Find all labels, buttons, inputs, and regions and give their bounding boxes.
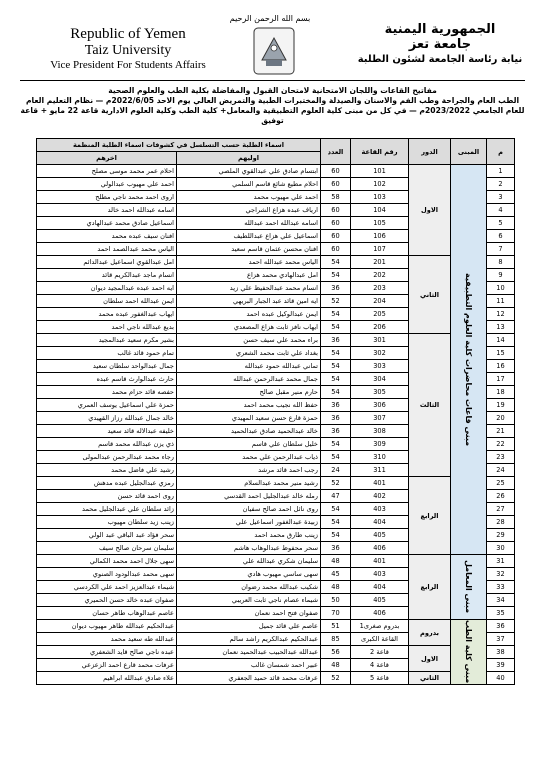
row-number: 8 [487,256,515,269]
header-english [28,26,228,72]
student-count: 54 [321,373,351,386]
student-count: 54 [321,438,351,451]
first-student-name: سحر محفوظ عبدالوهاب هاشم [177,542,321,555]
hall-number: 105 [351,217,409,230]
header-divider [20,80,525,81]
row-number: 31 [487,555,515,568]
first-student-name: سهى ساسي مهيوب هادي [177,568,321,581]
first-student-name: ايه امين قائد عبد الجبار البريهي [177,295,321,308]
last-student-name: بديع عبدالله ناجي احمد [37,321,177,334]
row-number: 34 [487,594,515,607]
hall-number: 304 [351,373,409,386]
title-line: للعام الجامعي 2023/2022م — في كل من مبنى كلية العلوم التطبيقية والمعامل+ كلية الطب وكلية العلوم الادارية قاعة 22 مايو + قاعة توفيق [20,106,525,125]
last-student-name: خليفه عبدالاله قائد سعيد [37,425,177,438]
last-student-name: جمال عبدالواحد سلطان سعيد [37,360,177,373]
hall-number: قاعة 2 [351,646,409,659]
student-count: 36 [321,542,351,555]
first-student-name: تماني عبدالله حمود عبدالله [177,360,321,373]
col-names-group: اسماء الطلبة حسب التسلسل في كشوفات اسماء الطلبة المنظمة [37,139,321,152]
row-number: 30 [487,542,515,555]
last-student-name: الياس محمد عبدالصمد احمد [37,243,177,256]
last-student-name: علاء صادق عبدالله ابراهيم [37,672,177,685]
first-student-name: احلام مطيع شائع قاسم السلمي [177,178,321,191]
table-row [37,672,515,685]
first-student-name: عبدالحكيم عبدالكريم راشد سالم [177,633,321,646]
floor-cell: الثالث [409,334,451,477]
university-name: Taiz University [84,43,172,58]
first-student-name: اسماعيل علي هزاع عبداللطيف [177,230,321,243]
last-student-name: سهى جلال احمد محمد الكمالي [37,555,177,568]
hall-number: 311 [351,464,409,477]
row-number: 1 [487,165,515,178]
hall-number: 104 [351,204,409,217]
hall-number: 305 [351,386,409,399]
first-student-name: رجب احمد قائد مرشد [177,464,321,477]
floor-cell: الثاني [409,672,451,685]
last-student-name: شيماء عبدالعزيز احمد علي الكردسي [37,581,177,594]
row-number: 13 [487,321,515,334]
student-count: 60 [321,178,351,191]
row-number: 36 [487,620,515,633]
building-cell: مبنى كلية الطب [451,620,487,685]
table-row [37,334,515,347]
row-number: 24 [487,464,515,477]
row-number: 6 [487,230,515,243]
row-number: 22 [487,438,515,451]
row-number: 33 [487,581,515,594]
row-number: 2 [487,178,515,191]
last-student-name: صفوان عبده خالد حسن الحميري [37,594,177,607]
hall-number: 301 [351,334,409,347]
last-student-name: امل عبدالقوي اسماعيل عبدالدائم [37,256,177,269]
hall-number: 303 [351,360,409,373]
first-student-name: رشيد منير محمد عبدالسلام [177,477,321,490]
student-count: 60 [321,217,351,230]
student-count: 52 [321,295,351,308]
last-student-name: تمام حمود قائد غالب [37,347,177,360]
first-student-name: رمله خالد عبدالجليل احمد القدسي [177,490,321,503]
row-number: 37 [487,633,515,646]
table-row [37,165,515,178]
last-student-name: حمزة علي اسماعيل يوسف العمري [37,399,177,412]
row-number: 12 [487,308,515,321]
first-student-name: شيماء عصام ناجي ثابت العريبي [177,594,321,607]
last-student-name: سحر فؤاد عبد الباقي عبد الولي [37,529,177,542]
row-number: 38 [487,646,515,659]
building-cell: مبنى قاعات محاضرات كلية العلوم التطبيقية [451,165,487,555]
student-count: 36 [321,425,351,438]
row-number: 14 [487,334,515,347]
first-student-name: الياس محمد عبدالله احمد [177,256,321,269]
hall-number: 106 [351,230,409,243]
country-name: Republic of Yemen [70,26,186,42]
student-count: 56 [321,646,351,659]
floor-cell: بدروم [409,620,451,646]
title-line: مفاتيح القاعات واللجان الامتحانية لامتحان القبول والمفاضلة بكلية الطب والعلوم الصحية [108,86,437,95]
row-number: 5 [487,217,515,230]
hall-number: 103 [351,191,409,204]
first-student-name: براء محمد علي سيف حسن [177,334,321,347]
first-student-name: جمال محمد عبدالرحمن عبدالله [177,373,321,386]
hall-number: القاعة الكبرى [351,633,409,646]
first-student-name: عبير احمد شمسان غالب [177,659,321,672]
last-student-name: روى احمد قائد حسن [37,490,177,503]
student-count: 52 [321,672,351,685]
student-count: 51 [321,620,351,633]
last-student-name: حفصه قائد حزام محمد [37,386,177,399]
first-student-name: حفظ الله نجيب محمد احمد [177,399,321,412]
floor-cell: الرابع [409,555,451,620]
hall-number: 401 [351,555,409,568]
first-student-name: زبيدة عبدالغفور اسماعيل علي [177,516,321,529]
last-student-name: عرفات محمد قارع احمد الزعزعي [37,659,177,672]
first-student-name: حارم منير مقبل صالح [177,386,321,399]
row-number: 16 [487,360,515,373]
row-number: 23 [487,451,515,464]
floor-cell: الاول [409,165,451,256]
student-count: 36 [321,412,351,425]
floor-cell: الاول [409,646,451,672]
row-number: 7 [487,243,515,256]
last-student-name: عبدالحكيم عبدالله طاهر مهيوب ديوان [37,620,177,633]
row-number: 39 [487,659,515,672]
student-count: 60 [321,165,351,178]
student-count: 48 [321,659,351,672]
student-count: 54 [321,321,351,334]
first-student-name: روى نائل احمد صالح سفيان [177,503,321,516]
row-number: 15 [487,347,515,360]
student-count: 54 [321,516,351,529]
hall-number: 406 [351,542,409,555]
student-count: 54 [321,347,351,360]
hall-number: 310 [351,451,409,464]
row-number: 17 [487,373,515,386]
last-student-name: سليمان سرحان صالح سيف [37,542,177,555]
student-count: 60 [321,204,351,217]
last-student-name: خالد جمال عبدالله رزاز القهيدي [37,412,177,425]
last-student-name: عبده ناجي صالح قايد الشعفري [37,646,177,659]
student-count: 36 [321,399,351,412]
student-count: 54 [321,386,351,399]
title-line: الطب العام والجراحة وطب الفم والاسنان والصيدلة والمختبرات الطبية والتمريض العالي يوم الاحد 2022/6/05م — نظام التعليم العام [25,96,520,105]
hall-number: 201 [351,256,409,269]
hall-number: 306 [351,399,409,412]
first-student-name: خليل سلطان علي قاسم [177,438,321,451]
student-count: 54 [321,503,351,516]
hall-number: 307 [351,412,409,425]
last-student-name: بشير مكرم سعيد عبدالمجيد [37,334,177,347]
student-count: 36 [321,334,351,347]
basmala: بسم الله الرحمن الرحيم [229,14,311,23]
university-logo-icon [252,26,296,76]
student-count: 52 [321,477,351,490]
university-name-ar: جامعة تعز [408,37,472,52]
row-number: 3 [487,191,515,204]
student-count: 54 [321,451,351,464]
halls-table [36,138,515,685]
student-count: 48 [321,581,351,594]
student-count: 36 [321,282,351,295]
student-count: 47 [321,490,351,503]
hall-number: 309 [351,438,409,451]
last-student-name: افنان سيف عبده محمد [37,230,177,243]
student-count: 54 [321,308,351,321]
hall-number: 405 [351,529,409,542]
row-number: 10 [487,282,515,295]
student-count: 50 [321,594,351,607]
first-student-name: شكيب عبدالله محمد رضوان [177,581,321,594]
row-number: 27 [487,503,515,516]
header-arabic [355,22,525,67]
hall-number: 404 [351,516,409,529]
floor-cell: الثاني [409,256,451,334]
last-student-name: سهى محمد عبدالودود الصنوي [37,568,177,581]
col-building: المبنى [451,139,487,165]
student-count: 54 [321,529,351,542]
last-student-name: عاصم عبدالوهاب طاهر حسان [37,607,177,620]
last-student-name: ذي يزن عبدالله محمد قاسم [37,438,177,451]
first-student-name: ايهاب نافز ثابت هزاع المصعدي [177,321,321,334]
row-number: 4 [487,204,515,217]
last-student-name: ايهاب عبدالغفور عبده محمد [37,308,177,321]
first-student-name: اسامه عبدالله احمد عبدالله [177,217,321,230]
last-student-name: اروى احمد محمد ناجي مطلح [37,191,177,204]
office-name: Vice President For Students Affairs [50,59,206,71]
hall-number: 402 [351,490,409,503]
table-row [37,646,515,659]
floor-cell: الرابع [409,477,451,555]
document-title [20,86,525,126]
last-student-name: زائد سلطان علي عبدالجليل محمد [37,503,177,516]
row-number: 20 [487,412,515,425]
row-number: 28 [487,516,515,529]
student-count: 54 [321,269,351,282]
col-first: اوليهم [177,152,321,165]
hall-number: 101 [351,165,409,178]
hall-number: 302 [351,347,409,360]
row-number: 21 [487,425,515,438]
last-student-name: اسامه عبدالله احمد خالد [37,204,177,217]
table-row [37,620,515,633]
country-name-ar: الجمهورية اليمنية [384,22,496,37]
student-count: 85 [321,633,351,646]
hall-number: 203 [351,282,409,295]
last-student-name: ايه احمد عبده عبدالمجيد ديوان [37,282,177,295]
hall-number: 204 [351,295,409,308]
first-student-name: ابتسام صادق علي عبدالقوي الملصي [177,165,321,178]
hall-number: 205 [351,308,409,321]
hall-number: 202 [351,269,409,282]
col-last: اخرهم [37,152,177,165]
col-hall: رقم القاعة [351,139,409,165]
student-count: 54 [321,360,351,373]
first-student-name: ايمن عبدالوكيل عبده احمد [177,308,321,321]
hall-number: 405 [351,594,409,607]
row-number: 19 [487,399,515,412]
table-row [37,256,515,269]
col-count: العدد [321,139,351,165]
last-student-name: حارث عبدالوارث قاسم عبده [37,373,177,386]
row-number: 25 [487,477,515,490]
first-student-name: امل عبدالهادي محمد هزاع [177,269,321,282]
last-student-name: زينب زيد سلطان مهيوب [37,516,177,529]
student-count: 60 [321,243,351,256]
student-count: 45 [321,568,351,581]
student-count: 60 [321,230,351,243]
office-name-ar: نيابة رئاسة الجامعة لشئون الطلبة [357,54,523,65]
row-number: 18 [487,386,515,399]
hall-number: 403 [351,503,409,516]
first-student-name: صفوان فتح احمد نعمان [177,607,321,620]
row-number: 40 [487,672,515,685]
first-student-name: انسام محمد عبدالحفيظ علي زيد [177,282,321,295]
first-student-name: خالد عبدالحميد صادق عبدالحميد [177,425,321,438]
table-row [37,477,515,490]
last-student-name: رجاء محمد عبدالرحمن عبدالمولى [37,451,177,464]
first-student-name: زينب طارق محمد احمد [177,529,321,542]
table-row [37,555,515,568]
last-student-name: انسام ماجد عبدالكريم قائد [37,269,177,282]
building-cell: مبنى المعامل [451,555,487,620]
hall-number: قاعة 5 [351,672,409,685]
row-number: 35 [487,607,515,620]
first-student-name: بغداد علي ثابت محمد الشعري [177,347,321,360]
row-number: 9 [487,269,515,282]
row-number: 29 [487,529,515,542]
first-student-name: افنان محسن عثمان قاسم سعيد [177,243,321,256]
student-count: 48 [321,555,351,568]
last-student-name: عبدالله طه سعيد محمد [37,633,177,646]
row-number: 11 [487,295,515,308]
col-num: م [487,139,515,165]
hall-number: 404 [351,581,409,594]
last-student-name: ايمن عبدالله احمد سلطان [37,295,177,308]
hall-number: 403 [351,568,409,581]
col-floor: الدور [409,139,451,165]
student-count: 24 [321,464,351,477]
hall-number: 406 [351,607,409,620]
first-student-name: ذياب عبدالرحمن علي محمد [177,451,321,464]
student-count: 58 [321,191,351,204]
last-student-name: رمزي عبدالجليل عبده مدهش [37,477,177,490]
first-student-name: حمزة قارع حسن سعيد المهيدي [177,412,321,425]
first-student-name: عبدالله عبدالحبيب عبدالحميد نعمان [177,646,321,659]
last-student-name: اسماعيل صادق محمد عبدالهادي [37,217,177,230]
hall-number: قاعة 4 [351,659,409,672]
last-student-name: رشيد علي فاضل محمد [37,464,177,477]
hall-number: 401 [351,477,409,490]
hall-number: 107 [351,243,409,256]
first-student-name: عاصم علي قائد جميل [177,620,321,633]
last-student-name: احلام عمر محمد موسى مصلح [37,165,177,178]
hall-number: 102 [351,178,409,191]
row-number: 26 [487,490,515,503]
student-count: 54 [321,256,351,269]
first-student-name: ارياف عبده هزاع الشراجي [177,204,321,217]
header-row [37,139,515,152]
student-count: 70 [321,607,351,620]
first-student-name: احمد علي مهيوب محمد [177,191,321,204]
hall-number: 206 [351,321,409,334]
last-student-name: احمد علي مهيوب عبدالولي [37,178,177,191]
row-number: 32 [487,568,515,581]
first-student-name: سليمان شكري عبدالله علي [177,555,321,568]
hall-number: 308 [351,425,409,438]
hall-number: بدروم صغرى1 [351,620,409,633]
first-student-name: عرفات محمد قائد حميد الجعفري [177,672,321,685]
